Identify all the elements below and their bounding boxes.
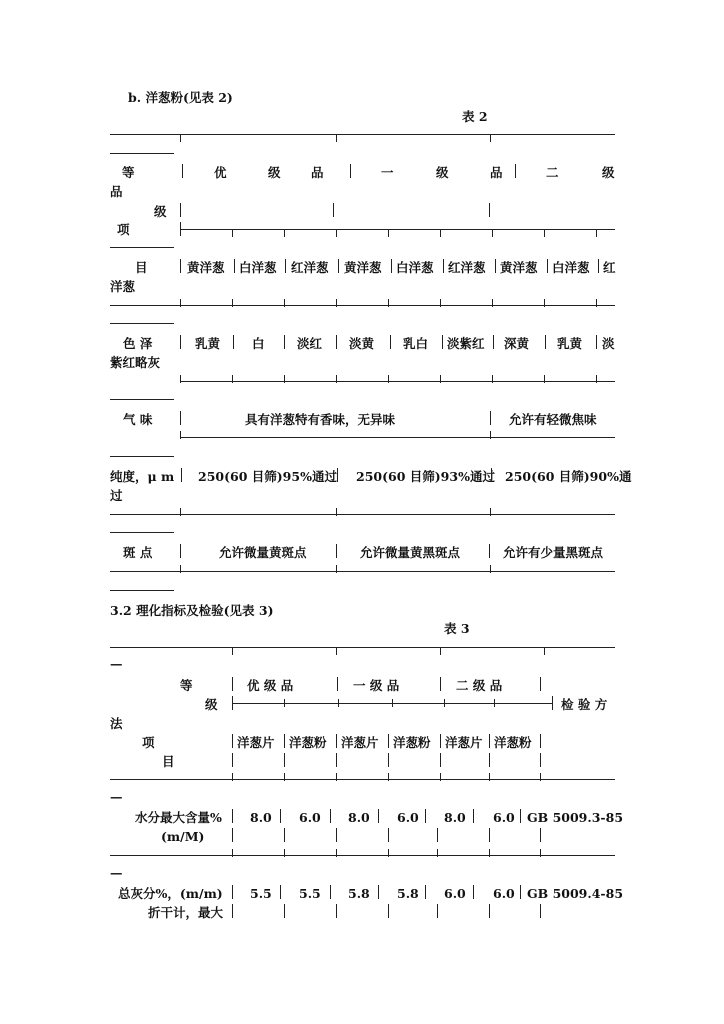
grade-cell: 级 [268, 165, 281, 180]
table2-caption: 表 2 [462, 109, 488, 124]
grade-cell: 品 [490, 165, 503, 180]
variety-wrap: 洋葱 [110, 279, 136, 294]
divider [425, 809, 426, 823]
cell: 6.0 [444, 886, 466, 901]
divider [180, 335, 181, 349]
divider [489, 734, 490, 748]
divider [425, 885, 426, 899]
divider [378, 885, 379, 899]
divider [280, 885, 281, 899]
divider [388, 904, 389, 918]
cell-wrap: 紫红略灰 [110, 355, 161, 370]
tick [336, 565, 337, 573]
tick [490, 508, 491, 516]
divider [491, 468, 492, 482]
method-cell: GB 5009.4-85 [527, 886, 624, 901]
tick [596, 375, 597, 383]
tick [232, 773, 233, 781]
tick [284, 229, 285, 237]
divider [489, 904, 490, 918]
tick [336, 134, 337, 142]
divider [490, 411, 491, 425]
row-label: 色 泽 [123, 336, 153, 351]
cell: 淡紫红 [447, 336, 485, 351]
cell: 250(60 目筛)95%通过 [198, 469, 337, 484]
tick [492, 299, 493, 307]
divider [473, 809, 474, 823]
cell: 具有洋葱特有香味，无异味 [245, 412, 396, 427]
divider [180, 411, 181, 425]
divider [337, 468, 338, 482]
grade-label-wrap: 品 [110, 184, 123, 199]
cell: 乳黄 [195, 336, 221, 351]
divider [182, 164, 183, 178]
variety-cell: 黄洋葱 [344, 260, 382, 275]
divider [540, 753, 541, 767]
tick [489, 773, 490, 781]
rule [180, 437, 615, 438]
tick [440, 773, 441, 781]
tick [490, 431, 491, 439]
grade-cell: 一 [381, 165, 394, 180]
rule [110, 399, 174, 400]
tick [540, 849, 541, 857]
grade-sub-label: 级 [154, 204, 167, 219]
row-label: 斑 点 [123, 545, 153, 560]
divider [540, 828, 541, 842]
variety-cell: 红洋葱 [291, 260, 329, 275]
rule [110, 305, 615, 306]
tick [388, 299, 389, 307]
tick [180, 431, 181, 439]
tick [388, 849, 389, 857]
tick [440, 229, 441, 237]
divider [540, 677, 541, 691]
cell: 允许有少量黑斑点 [503, 545, 604, 560]
cell: 6.0 [397, 810, 419, 825]
grade-sub-label: 级 [205, 697, 218, 712]
cell: 淡红 [297, 336, 323, 351]
tick [440, 299, 441, 307]
tick [336, 849, 337, 857]
divider [596, 335, 597, 349]
divider [515, 164, 516, 178]
rule [110, 134, 615, 135]
divider [234, 259, 235, 273]
divider [333, 203, 334, 217]
tick [232, 299, 233, 307]
rule [110, 590, 174, 591]
divider [336, 828, 337, 842]
tick [544, 647, 545, 655]
divider [473, 885, 474, 899]
divider [338, 259, 339, 273]
tick [540, 773, 541, 781]
tick [388, 229, 389, 237]
tick [336, 773, 337, 781]
divider [285, 259, 286, 273]
tick [440, 375, 441, 383]
col-header: 洋葱片 [341, 735, 379, 750]
cell: 6.0 [493, 886, 515, 901]
rule [180, 229, 615, 230]
cell: 乳白 [403, 336, 429, 351]
divider [437, 904, 438, 918]
divider [336, 904, 337, 918]
tick [180, 299, 181, 307]
tick [336, 508, 337, 516]
grade-cell: 优 级 品 [247, 678, 294, 693]
rule [110, 323, 174, 324]
cell: 淡黄 [349, 336, 375, 351]
col-header: 洋葱粉 [289, 735, 327, 750]
tick [180, 134, 181, 142]
divider [520, 885, 521, 899]
tick [338, 699, 339, 707]
divider [284, 335, 285, 349]
tick [336, 229, 337, 237]
variety-cell: 红 [603, 260, 616, 275]
divider [547, 259, 548, 273]
variety-cell: 黄洋葱 [187, 260, 225, 275]
grade-cell: 品 [311, 165, 324, 180]
divider [390, 335, 391, 349]
item-label: 项 [117, 222, 130, 237]
row-label: 气 味 [123, 412, 153, 427]
tick [388, 773, 389, 781]
divider [233, 335, 234, 349]
divider [232, 885, 233, 899]
section-3-2-heading: 3.2 理化指标及检验(见表 3) [110, 603, 274, 618]
divider [232, 904, 233, 918]
tick [490, 565, 491, 573]
divider [330, 809, 331, 823]
tick [336, 647, 337, 655]
cell: 6.0 [299, 810, 321, 825]
cell: 深黄 [504, 336, 530, 351]
grade-label: 等 [180, 678, 193, 693]
divider [280, 809, 281, 823]
cell: 8.0 [250, 810, 272, 825]
grade-cell: 级 [436, 165, 449, 180]
row-label-2: 折干计，最大 [148, 905, 224, 920]
col-header: 洋葱粉 [494, 735, 532, 750]
rule [110, 514, 615, 515]
divider [330, 885, 331, 899]
cell: 淡 [602, 336, 615, 351]
divider [336, 734, 337, 748]
table3-caption: 表 3 [444, 621, 470, 636]
col-header: 洋葱片 [445, 735, 483, 750]
divider [442, 335, 443, 349]
dash-mark: — [110, 789, 123, 804]
cell: 5.5 [250, 886, 272, 901]
method-label-wrap: 法 [110, 716, 123, 731]
divider [598, 259, 599, 273]
cell: 允许微量黄黑斑点 [360, 545, 461, 560]
divider [336, 753, 337, 767]
cell: 6.0 [493, 810, 515, 825]
tick [444, 699, 445, 707]
divider [489, 828, 490, 842]
divider [180, 203, 181, 217]
rule [180, 381, 615, 382]
rule [110, 532, 174, 533]
divider [489, 753, 490, 767]
tick [437, 849, 438, 857]
grade-cell: 二 [546, 165, 559, 180]
row-label-2: (m/M) [161, 829, 205, 844]
tick [232, 849, 233, 857]
dash-mark: — [110, 656, 123, 671]
tick [284, 773, 285, 781]
tick [232, 375, 233, 383]
divider [489, 203, 490, 217]
tick [232, 229, 233, 237]
cell-wrap: 过 [110, 488, 123, 503]
section-b-heading: b. 洋葱粉(见表 2) [128, 90, 233, 105]
tick [336, 299, 337, 307]
cell: 乳黄 [557, 336, 583, 351]
rule [110, 153, 174, 154]
grade-cell: 一 级 品 [353, 678, 400, 693]
tick [596, 229, 597, 237]
divider [337, 677, 338, 691]
divider [495, 259, 496, 273]
divider [440, 734, 441, 748]
tick [544, 299, 545, 307]
rule [110, 247, 174, 248]
rule [110, 647, 615, 648]
divider [232, 828, 233, 842]
cell: 8.0 [348, 810, 370, 825]
tick [492, 229, 493, 237]
tick [284, 699, 285, 707]
divider [440, 677, 441, 691]
divider [232, 677, 233, 691]
col-header: 洋葱粉 [393, 735, 431, 750]
tick [489, 849, 490, 857]
tick [544, 375, 545, 383]
divider [391, 259, 392, 273]
divider [336, 544, 337, 558]
divider [493, 335, 494, 349]
divider [181, 468, 182, 482]
divider [540, 734, 541, 748]
row-label: 水分最大含量% [135, 810, 222, 825]
grade-cell: 二 级 品 [456, 678, 503, 693]
divider [489, 544, 490, 558]
cell: 5.8 [397, 886, 419, 901]
divider [180, 544, 181, 558]
tick [284, 375, 285, 383]
divider [180, 222, 181, 236]
tick [180, 565, 181, 573]
divider [552, 696, 553, 710]
cell: 8.0 [444, 810, 466, 825]
tick [284, 849, 285, 857]
divider [437, 828, 438, 842]
variety-cell: 红洋葱 [448, 260, 486, 275]
col-header: 洋葱片 [237, 735, 275, 750]
tick [180, 375, 181, 383]
divider [232, 753, 233, 767]
tick [392, 699, 393, 707]
rule [110, 456, 174, 457]
divider [520, 809, 521, 823]
method-cell: GB 5009.3-85 [527, 810, 624, 825]
divider [232, 734, 233, 748]
item-label-2: 目 [162, 754, 175, 769]
tick [494, 699, 495, 707]
divider [545, 335, 546, 349]
divider [388, 753, 389, 767]
divider [284, 734, 285, 748]
cell: 允许有轻微焦味 [509, 412, 597, 427]
divider [443, 259, 444, 273]
divider [284, 753, 285, 767]
item-label: 项 [142, 735, 155, 750]
tick [596, 299, 597, 307]
tick [336, 375, 337, 383]
divider [350, 164, 351, 178]
grade-cell: 级 [602, 165, 615, 180]
divider [180, 259, 181, 273]
divider [284, 904, 285, 918]
grade-label: 等 [122, 165, 135, 180]
tick [440, 647, 441, 655]
variety-cell: 白洋葱 [396, 260, 434, 275]
tick [544, 229, 545, 237]
item-label-2: 目 [135, 260, 148, 275]
divider [388, 734, 389, 748]
variety-cell: 白洋葱 [552, 260, 590, 275]
divider [232, 809, 233, 823]
tick [284, 299, 285, 307]
divider [440, 753, 441, 767]
tick [490, 134, 491, 142]
cell: 250(60 目筛)90%通 [505, 469, 632, 484]
divider [388, 828, 389, 842]
cell: 250(60 目筛)93%通过 [356, 469, 495, 484]
grade-cell: 优 [214, 165, 227, 180]
rule [110, 571, 615, 572]
divider [540, 904, 541, 918]
row-label: 纯度，μ m [110, 469, 175, 484]
method-label: 检 验 方 [561, 697, 608, 712]
cell: 允许微量黄斑点 [219, 545, 307, 560]
row-label: 总灰分%，(m/m) [118, 886, 223, 901]
divider [336, 335, 337, 349]
divider [378, 809, 379, 823]
tick [492, 375, 493, 383]
cell: 5.8 [348, 886, 370, 901]
tick [180, 508, 181, 516]
dash-mark: — [110, 865, 123, 880]
cell: 5.5 [299, 886, 321, 901]
variety-cell: 白洋葱 [239, 260, 277, 275]
variety-cell: 黄洋葱 [500, 260, 538, 275]
cell: 白 [252, 336, 265, 351]
tick [232, 647, 233, 655]
tick [388, 375, 389, 383]
divider [284, 828, 285, 842]
